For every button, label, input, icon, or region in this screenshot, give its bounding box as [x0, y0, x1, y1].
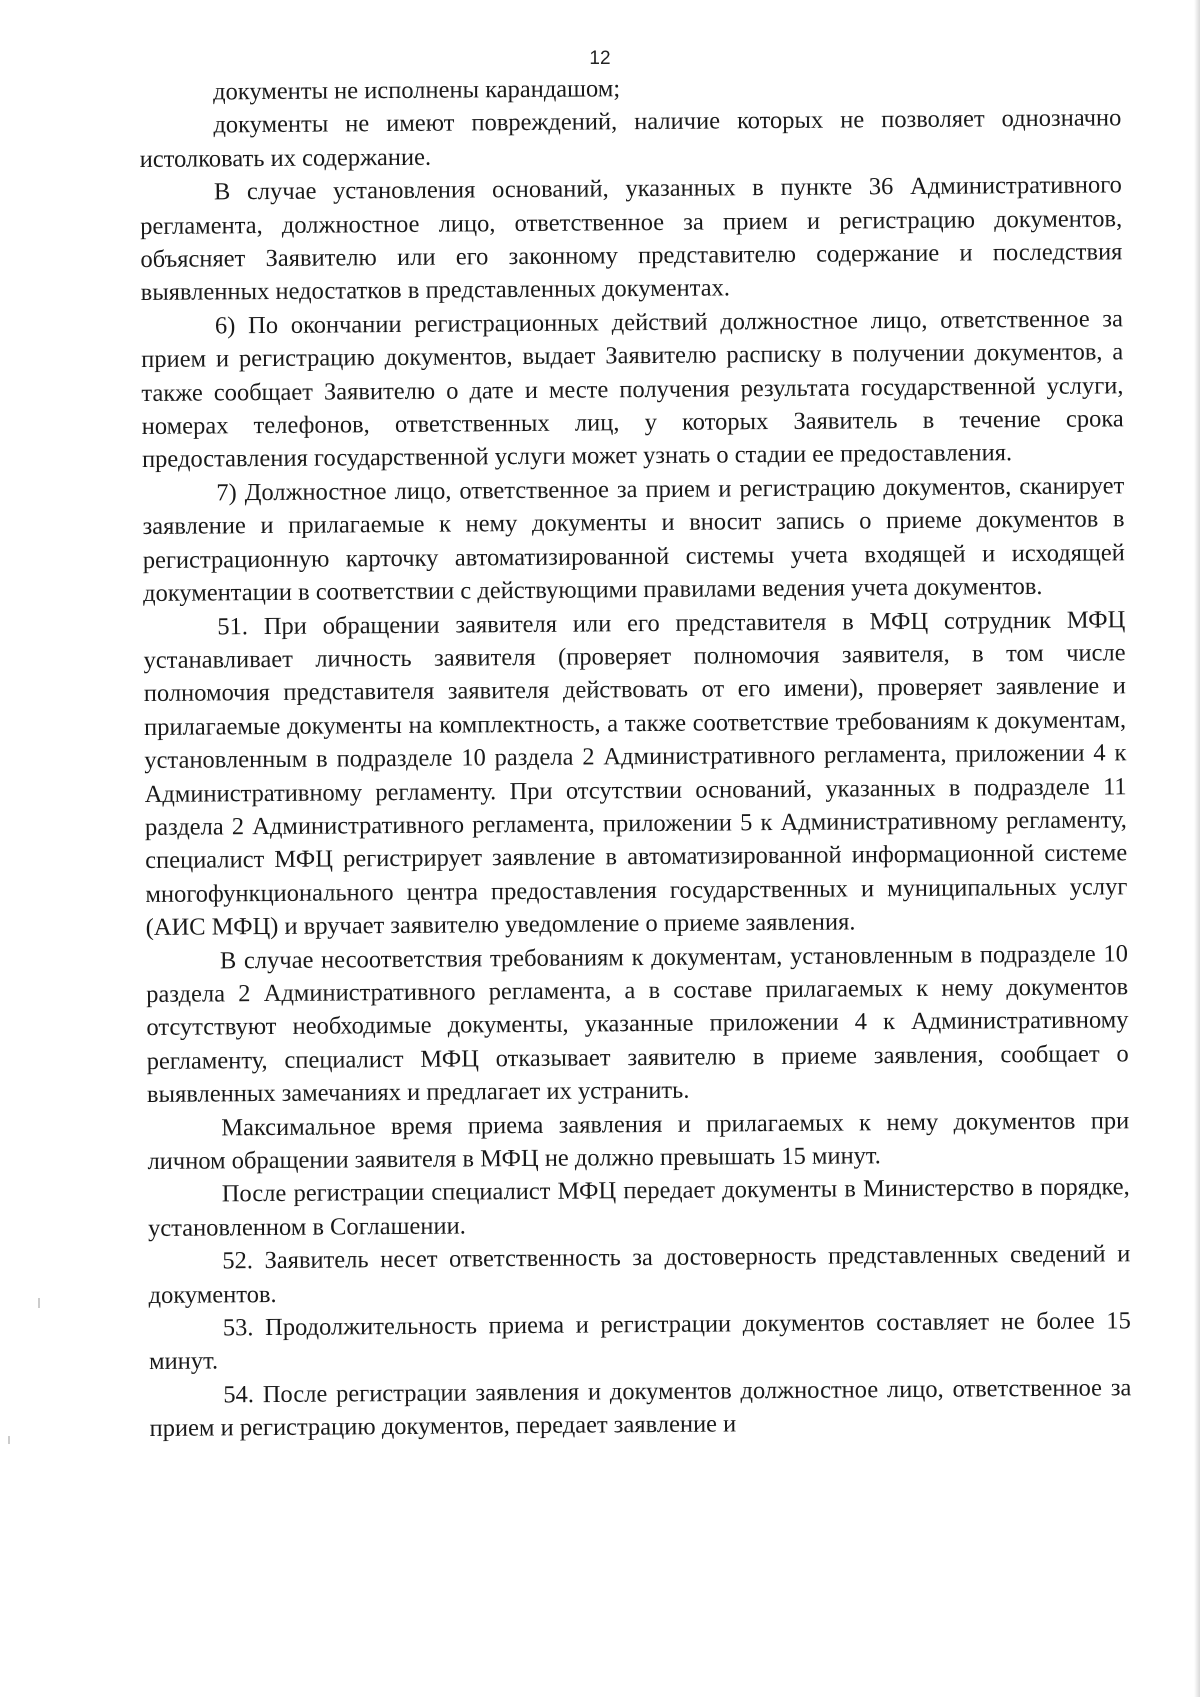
paragraph: Максимальное время приема заявления и прилагаемых к нему документов при личном обращении заявителя в МФЦ не должно превышать 15 минут. [147, 1106, 1130, 1175]
paragraph: В случае несоответствия требованиям к документам, установленным в подразделе 10 раздела 2 Административного регламента, а в составе прилагаемых к нему документов отсутствуют необходимые документы, указанные приложении 4 к Административному регламенту, специалист МФЦ отказывает заявителю в приеме заявления, сообщает о выявленных замечаниях и предлагает их устранить. [146, 939, 1129, 1109]
paragraph: В случае установления оснований, указанных в пункте 36 Административного регламента, должностное лицо, ответственное за прием и регистрацию документов, объясняет Заявителю или его законному представителю содержание и последствия выявленных недостатков в представленных документах. [140, 171, 1123, 307]
page-number: 12 [589, 48, 611, 69]
paragraph: документы не имеют повреждений, наличие которых не позволяет однозначно истолковать их содержание. [139, 104, 1122, 173]
paragraph: 53. Продолжительность приема и регистрации документов составляет не более 15 минут. [148, 1307, 1131, 1376]
scan-speck [38, 1298, 40, 1308]
paragraph: 52. Заявитель несет ответственность за достоверность представленных сведений и документов. [148, 1240, 1131, 1309]
paragraph: 7) Должностное лицо, ответственное за прием и регистрацию документов, сканирует заявление и прилагаемые к нему документы и вносит запись о приеме документов в регистрационную карточку автоматизированной системы учета входящей и исходящей документации в соответствии с действующими правилами ведения учета документов. [142, 472, 1125, 608]
scan-edge-shadow [1194, 0, 1200, 1697]
paragraph: документы не исполнены карандашом; [213, 75, 621, 106]
paragraph: 51. При обращении заявителя или его представителя в МФЦ сотрудник МФЦ устанавливает личность заявителя (проверяет полномочия заявителя, в том числе полномочия представителя заявителя действовать от его имени), проверяет заявление и прилагаемые документы на комплектность, а также соответствие требованиям к документам, установленным в подразделе 10 раздела 2 Административного регламента, приложении 4 к Административному регламенту. При отсутствии оснований, указанных в подразделе 11 раздела 2 Административного регламента, приложении 5 к Административному регламенту, специалист МФЦ регистрирует заявление в автоматизированной информационной системе многофункционального центра предоставления государственных и муниципальных услуг (АИС МФЦ) и вручает заявителю уведомление о приеме заявления. [143, 605, 1128, 942]
scan-speck [8, 1436, 10, 1444]
paragraph: 6) По окончании регистрационных действий должностное лицо, ответственное за прием и регистрацию документов, выдает Заявителю расписку в получении документов, а также сообщает Заявителю о дате и месте получения результата государственной услуги, номерах телефонов, ответственных лиц, у которых Заявитель в течение срока предоставления государственной услуги может узнать о стадии ее предоставления. [141, 305, 1124, 474]
document-body [139, 68, 1132, 1445]
paragraph: После регистрации специалист МФЦ передает документы в Министерство в порядке, установленном в Соглашении. [147, 1173, 1130, 1242]
paragraph: 54. После регистрации заявления и документов должностное лицо, ответственное за прием и регистрацию документов, передает заявление и [149, 1374, 1132, 1443]
